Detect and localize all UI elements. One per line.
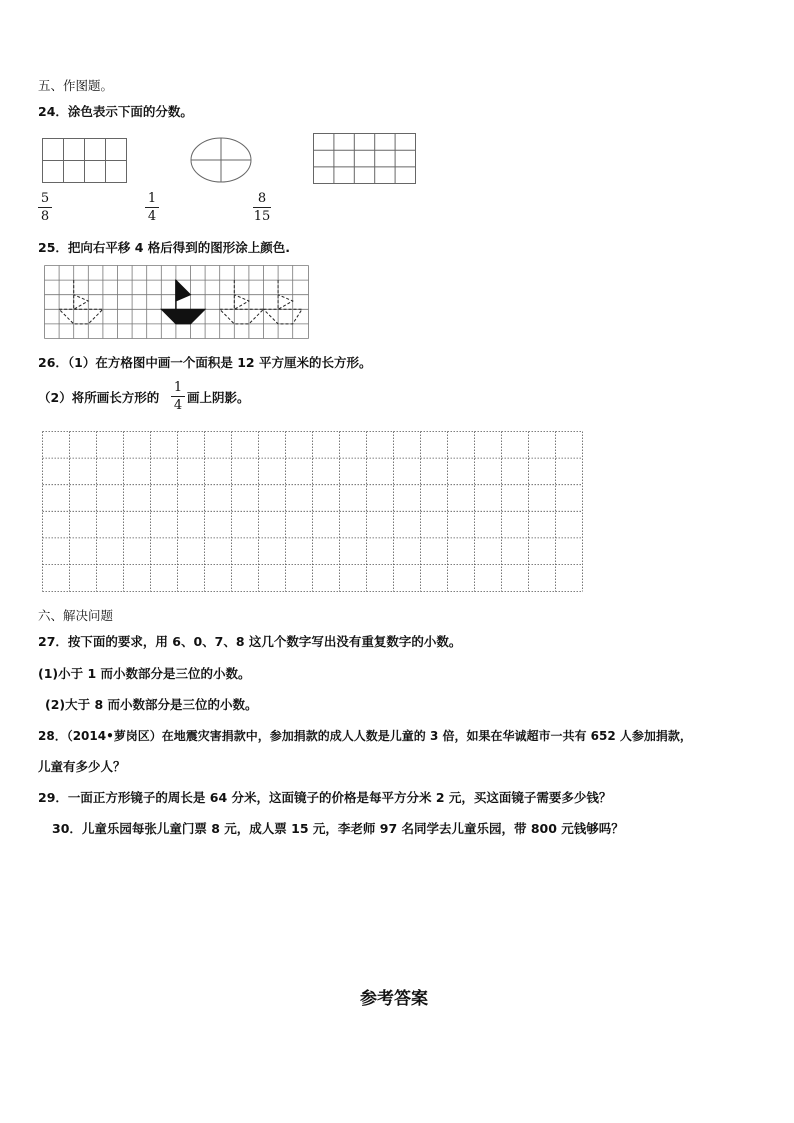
solid-boat <box>161 280 205 324</box>
rectangle-grid-8-cells <box>42 138 128 184</box>
dashed-boat-left <box>59 280 103 324</box>
question-28-line1: 28．（2014•萝岗区）在地震灾害捐款中，参加捐款的成人人数是儿童的 3 倍，如果在华诚超市一共有 652 人参加捐款， <box>38 729 692 743</box>
question-24-text: 24．涂色表示下面的分数。 <box>38 104 193 119</box>
denominator: 8 <box>40 209 50 224</box>
answers-title: 参考答案 <box>360 989 428 1009</box>
question-27-text: 27．按下面的要求，用 6、0、7、8 这几个数字写出没有重复数字的小数。 <box>38 634 462 649</box>
denominator: 15 <box>253 209 271 224</box>
question-27-sub1: (1)小于 1 而小数部分是三位的小数。 <box>38 666 251 681</box>
question-26-part2 <box>38 390 159 406</box>
section-6-heading: 六、解决问题 <box>38 608 114 623</box>
fraction-one-quarter-q26 <box>171 380 185 413</box>
question-30-text: 30．儿童乐园每张儿童门票 8 元，成人票 15 元，李老师 97 名同学去儿童乐园，带 800 元钱够吗？ <box>52 821 624 836</box>
dashed-boat-right-a <box>220 280 264 324</box>
translation-grid <box>44 265 310 340</box>
numerator: 5 <box>40 191 50 206</box>
circle-quartered <box>190 137 254 185</box>
question-27-sub2: (2)大于 8 而小数部分是三位的小数。 <box>45 697 258 712</box>
fraction-five-eighths <box>38 191 52 224</box>
part2-text-after: 画上阴影。 <box>187 390 250 405</box>
part2-text-before: （2）将所画长方形的 <box>38 390 160 405</box>
dashed-boat-right-b <box>264 280 303 324</box>
numerator: 8 <box>257 191 267 206</box>
question-25-text: 25．把向右平移 4 格后得到的图形涂上颜色. <box>38 240 291 255</box>
fraction-one-quarter <box>145 191 159 224</box>
section-5-heading: 五、作图题。 <box>38 78 114 93</box>
drawing-grid <box>42 431 584 593</box>
rectangle-grid-15-cells <box>313 133 417 185</box>
numerator: 1 <box>147 191 157 206</box>
question-29-text: 29．一面正方形镜子的周长是 64 分米，这面镜子的价格是每平方分米 2 元，买这面镜子需要多少钱？ <box>38 790 612 805</box>
question-28-line2: 儿童有多少人？ <box>38 759 126 774</box>
denominator: 4 <box>147 209 157 224</box>
denominator: 4 <box>173 398 183 413</box>
question-26-part1: 26．（1）在方格图中画一个面积是 12 平方厘米的长方形。 <box>38 355 372 370</box>
fraction-eight-fifteenths <box>253 191 271 224</box>
numerator: 1 <box>173 380 183 395</box>
